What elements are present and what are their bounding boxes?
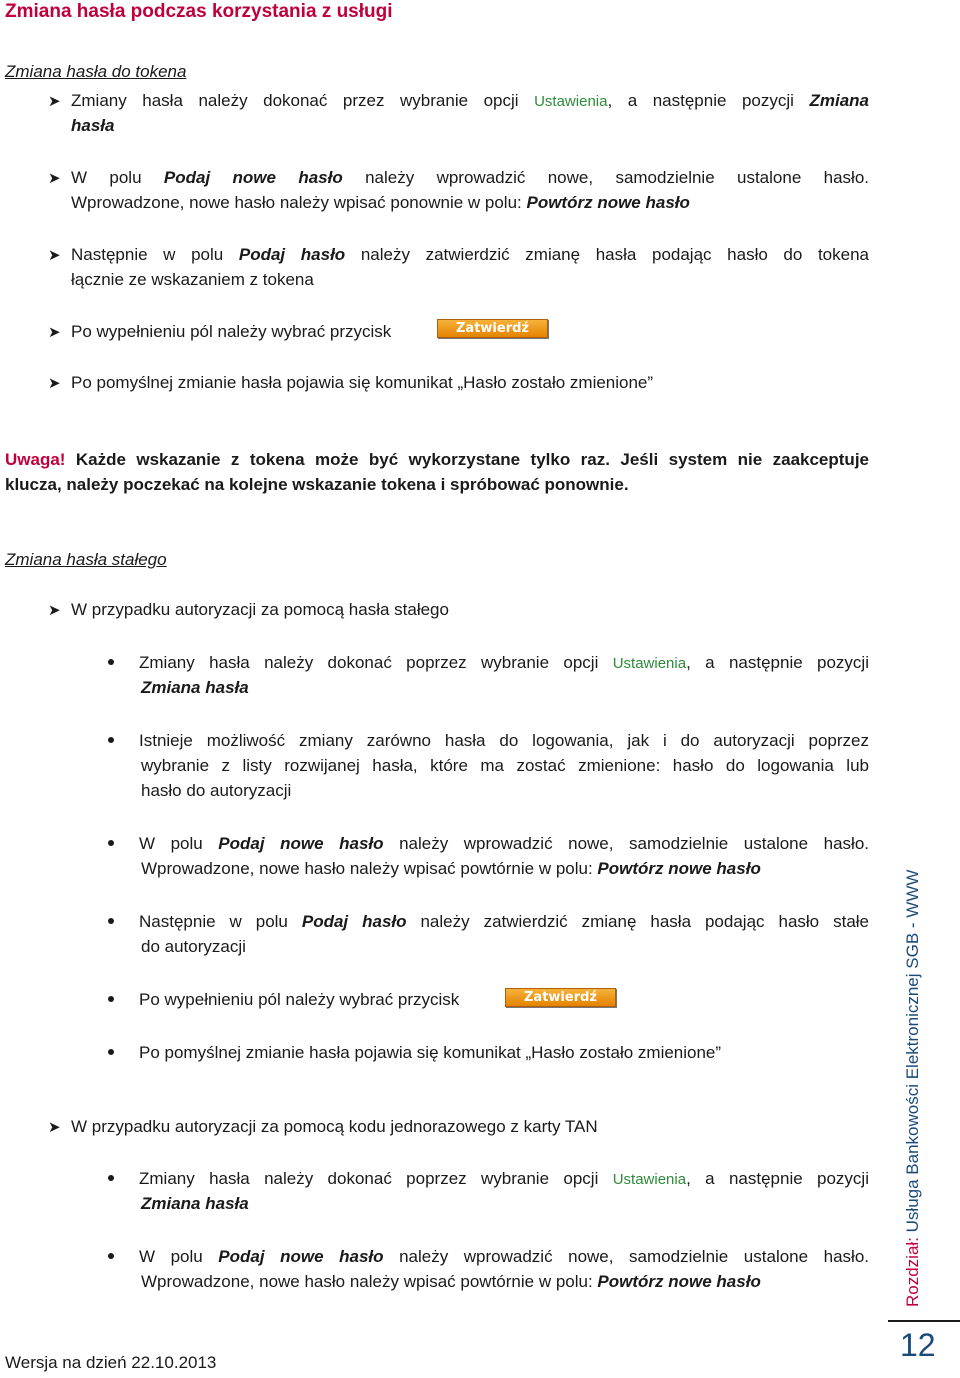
token-step-3-line2: łącznie ze wskazaniem z tokena [71,270,314,289]
bullet-dot [108,996,114,1002]
static-auth-subheading: W przypadku autoryzacji za pomocą hasła stałego [71,600,449,619]
settings-link[interactable]: Ustawienia [612,655,687,672]
arrow-bullet-icon: ➤ [48,169,61,187]
page-divider [888,1320,960,1322]
token-step-4: Po wypełnieniu pól należy wybrać przycisk [71,322,392,341]
static-step-5: Po wypełnieniu pól należy wybrać przycisk [139,990,460,1009]
arrow-bullet-icon: ➤ [48,1118,61,1136]
static-step-2-line1: Istnieje możliwość zmiany zarówno hasła do logowania, jak i do autoryzacji poprzez [139,731,869,750]
bullet-dot [108,659,114,665]
bullet-dot [108,737,114,743]
tan-step-2-line2: Wprowadzone, nowe hasło należy wpisać powtórnie w polu: Powtórz nowe hasło [141,1272,761,1291]
arrow-bullet-icon: ➤ [48,374,61,392]
settings-link[interactable]: Ustawienia [612,1171,687,1188]
tan-step-1-line1: Zmiany hasła należy dokonać poprzez wybranie opcji Ustawienia, a następnie pozycji [139,1169,869,1188]
tan-step-2-line1: W polu Podaj nowe hasło należy wprowadzić nowe, samodzielnie ustalone hasło. [139,1247,869,1266]
static-step-4-line2: do autoryzacji [141,937,246,956]
bullet-dot [108,918,114,924]
static-step-2-line2: wybranie z listy rozwijanej hasła, które ma zostać zmienione: hasło do logowania lub [141,756,869,775]
token-step-2-line1: W polu Podaj nowe hasło należy wprowadzić nowe, samodzielnie ustalone hasło. [71,168,869,187]
static-step-3-line1: W polu Podaj nowe hasło należy wprowadzić nowe, samodzielnie ustalone hasło. [139,834,869,853]
page-number: 12 [900,1327,936,1363]
static-step-1-line1: Zmiany hasła należy dokonać poprzez wybranie opcji Ustawienia, a następnie pozycji [139,653,869,672]
token-step-1-line2: hasła [71,116,115,135]
settings-link[interactable]: Ustawienia [534,93,608,110]
bullet-dot [108,1253,114,1259]
static-step-1-line2: Zmiana hasła [141,678,249,697]
confirm-button[interactable]: Zatwierdź [505,988,616,1007]
arrow-bullet-icon: ➤ [48,92,61,110]
chapter-side-label: Rozdział: Usługa Bankowości Elektronicznej SGB - WWW [903,869,922,1307]
bullet-dot [108,1175,114,1181]
arrow-bullet-icon: ➤ [48,323,61,341]
section-heading-token: Zmiana hasła do tokena [5,62,187,81]
page-title: Zmiana hasła podczas korzystania z usługi [5,1,393,22]
static-step-3-line2: Wprowadzone, nowe hasło należy wpisać powtórnie w polu: Powtórz nowe hasło [141,859,761,878]
token-step-2-line2: Wprowadzone, nowe hasło należy wpisać ponownie w polu: Powtórz nowe hasło [71,193,690,212]
token-step-5: Po pomyślnej zmianie hasła pojawia się komunikat „Hasło zostało zmienione” [71,373,654,392]
section-heading-static-password: Zmiana hasła stałego [5,550,167,569]
bullet-dot [108,840,114,846]
static-step-6: Po pomyślnej zmianie hasła pojawia się komunikat „Hasło zostało zmienione” [139,1043,722,1062]
version-footer: Wersja na dzień 22.10.2013 [5,1353,217,1372]
arrow-bullet-icon: ➤ [48,601,61,619]
static-step-4-line1: Następnie w polu Podaj hasło należy zatwierdzić zmianę hasła podając hasło stałe [139,912,869,931]
token-step-1-line1: Zmiany hasła należy dokonać przez wybranie opcji Ustawienia, a następnie pozycji Zmiana [71,91,869,110]
static-step-2-line3: hasło do autoryzacji [141,781,292,800]
tan-step-1-line2: Zmiana hasła [141,1194,249,1213]
bullet-dot [108,1049,114,1055]
token-step-3-line1: Następnie w polu Podaj hasło należy zatwierdzić zmianę hasła podając hasło do tokena [71,245,870,264]
tan-auth-subheading: W przypadku autoryzacji za pomocą kodu jednorazowego z karty TAN [71,1117,598,1136]
warning-line2: klucza, należy poczekać na kolejne wskazanie tokena i spróbować ponownie. [5,475,629,494]
warning-line1: Uwaga! Każde wskazanie z tokena może być wykorzystane tylko raz. Jeśli system nie zaakceptuje [5,450,869,469]
arrow-bullet-icon: ➤ [48,246,61,264]
confirm-button[interactable]: Zatwierdź [437,319,548,338]
